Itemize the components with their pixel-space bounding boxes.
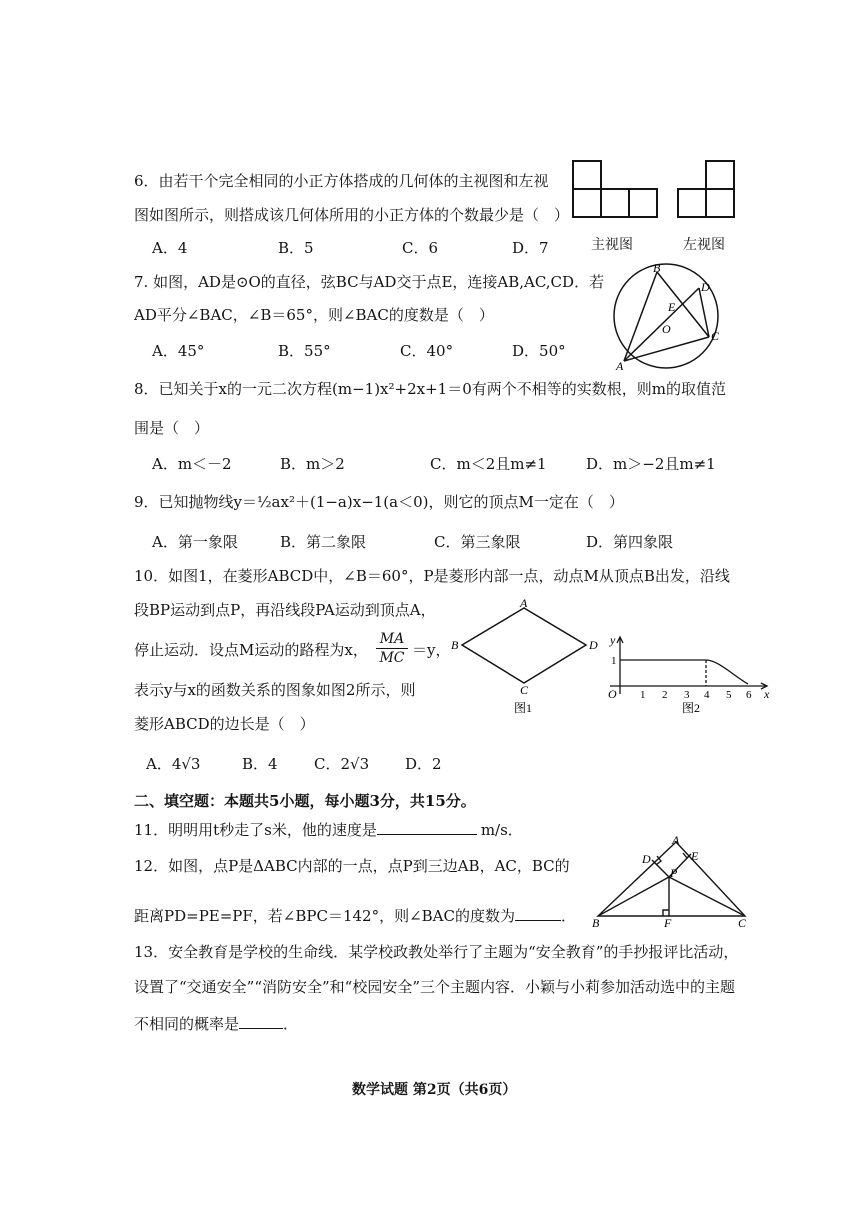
q9-option-a: A．第一象限 [152, 533, 238, 551]
q9-option-c: C．第三象限 [434, 533, 521, 551]
q7-option-a: A．45° [152, 342, 205, 360]
q6-line2: 图如图所示，则搭成该几何体所用的小正方体的个数最少是（ ） [134, 206, 570, 224]
q13-answer-blank[interactable] [239, 1012, 283, 1029]
q7-option-b: B．55° [278, 342, 331, 360]
q9-option-d: D．第四象限 [586, 533, 674, 551]
q13-line3: 不相同的概率是 [134, 1015, 240, 1033]
q10-option-c: C．2√3 [314, 755, 370, 773]
q12-line2: 距离PD=PE=PF，若∠BPC＝142°，则∠BAC的度数为 [134, 907, 515, 925]
section-fill-in-title: 二、填空题：本题共5小题，每小题3分，共15分。 [134, 792, 476, 810]
q10-graph-figure [606, 632, 776, 720]
q12-label-b: B [592, 916, 600, 930]
q8-line2: 围是（ ） [134, 419, 210, 437]
q11-text-before: 11．明明用t秒走了s米，他的速度是 [134, 821, 377, 839]
q10-fig1-label-a: A [520, 596, 528, 610]
q7-label-c: C [711, 329, 720, 343]
q12-line2-end: ． [561, 907, 577, 925]
q10-fig2-caption: 图2 [682, 701, 701, 715]
q12-label-d: D [642, 852, 651, 866]
q7-label-o: O [662, 322, 671, 336]
q12-label-p: P [670, 866, 678, 880]
q6-line1: 6．由若干个完全相同的小正方体搭成的几何体的主视图和左视 [134, 172, 549, 190]
q7-option-c: C．40° [400, 342, 454, 360]
q10-fraction-numerator: MA [376, 630, 408, 649]
q10-line2: 段BP运动到点P，再沿线段PA运动到顶点A， [134, 601, 436, 619]
q7-label-a: A [616, 359, 624, 373]
q10-fig2-x-label: x [764, 687, 770, 701]
q10-line3a: 停止运动．设点M运动的路程为x， [134, 641, 368, 659]
q10-fig1-label-b: B [451, 638, 459, 652]
q12-label-c: C [738, 916, 747, 930]
q10-fig2-y-tick: 1 [611, 655, 617, 667]
q13-line3-end: ． [283, 1015, 299, 1033]
q13-line2: 设置了“交通安全”“消防安全”和“校园安全”三个主题内容．小颖与小莉参加活动选中的主题 [134, 978, 736, 996]
q6-option-c: C．6 [402, 239, 439, 257]
page-footer: 数学试题 第2页（共6页） [352, 1082, 517, 1098]
q7-label-b: B [653, 262, 661, 275]
q6-left-view-figure [675, 158, 737, 224]
q10-line1: 10．如图1，在菱形ABCD中，∠B＝60°，P是菱形内部一点，动点M从顶点B出发，沿线 [134, 567, 730, 585]
q7-option-d: D．50° [512, 342, 566, 360]
q6-left-view-label: 左视图 [683, 237, 725, 253]
q12-triangle-figure [590, 832, 758, 934]
q6-option-a: A．4 [152, 239, 188, 257]
q10-fig1-caption: 图1 [514, 701, 533, 715]
q10-option-b: B．4 [242, 755, 278, 773]
q11-line [134, 818, 523, 840]
q10-fraction [376, 630, 408, 667]
q10-line5: 菱形ABCD的边长是（ ） [134, 715, 315, 733]
q10-line4: 表示y与x的函数关系的图象如图2所示，则 [134, 681, 416, 699]
q7-label-e: E [668, 300, 676, 314]
q12-label-a: A [672, 833, 680, 847]
q6-option-b: B．5 [278, 239, 314, 257]
q10-fraction-denominator: MC [379, 650, 405, 666]
q7-label-d: D [701, 280, 710, 294]
q6-front-view-label: 主视图 [591, 237, 633, 253]
q7-circle-figure [605, 262, 729, 378]
q10-option-a: A．4√3 [146, 755, 201, 773]
q8-option-a: A．m＜－2 [152, 455, 232, 473]
q12-answer-blank[interactable] [515, 904, 561, 921]
q8-option-d: D．m＞−2且m≠1 [586, 455, 716, 473]
q7-line2: AD平分∠BAC，∠B＝65°，则∠BAC的度数是（ ） [134, 306, 494, 324]
q12-label-f: F [664, 916, 672, 930]
q10-fig2-x-tick-4: 4 [704, 689, 710, 701]
q10-fig2-x-tick-1: 1 [640, 689, 646, 701]
q10-option-d: D．2 [405, 755, 442, 773]
q9-option-b: B．第二象限 [280, 533, 367, 551]
q10-fig2-x-tick-6: 6 [746, 689, 752, 701]
q10-line3b: ＝y， [412, 641, 451, 659]
q12-line1: 12．如图，点P是ΔABC内部的一点，点P到三边AB，AC，BC的 [134, 857, 570, 875]
q10-fig2-origin: O [608, 687, 617, 701]
q6-option-d: D．7 [512, 239, 549, 257]
q10-rhombus-figure [448, 596, 603, 720]
q10-fig1-label-d: D [589, 638, 598, 652]
q8-option-c: C．m＜2且m≠1 [430, 455, 547, 473]
q8-line1: 8．已知关于x的一元二次方程(m−1)x²+2x+1＝0有两个不相等的实数根，则m的取值范 [134, 380, 726, 398]
q6-front-view-figure [570, 158, 662, 224]
q12-label-e: E [691, 849, 699, 863]
q12-line2-row [134, 904, 576, 926]
q7-line1: 7. 如图，AD是⊙O的直径，弦BC与AD交于点E，连接AB,AC,CD．若 [134, 273, 605, 291]
q10-fig2-x-tick-3: 3 [684, 689, 690, 701]
q10-fig1-label-c: C [520, 683, 529, 697]
q11-answer-blank[interactable] [377, 818, 477, 835]
q8-option-b: B．m＞2 [280, 455, 345, 473]
q10-fig2-x-tick-5: 5 [726, 689, 732, 701]
q13-line1: 13．安全教育是学校的生命线．某学校政教处举行了主题为“安全教育”的手抄报评比活动， [134, 943, 739, 961]
q13-line3-row [134, 1012, 298, 1034]
q9-line1: 9．已知抛物线y＝½ax²＋(1−a)x−1(a＜0)，则它的顶点M一定在（ ） [134, 493, 624, 511]
q10-fig2-y-label: y [610, 633, 616, 647]
q11-text-after: m/s． [480, 821, 523, 839]
q10-fig2-x-tick-2: 2 [662, 689, 668, 701]
